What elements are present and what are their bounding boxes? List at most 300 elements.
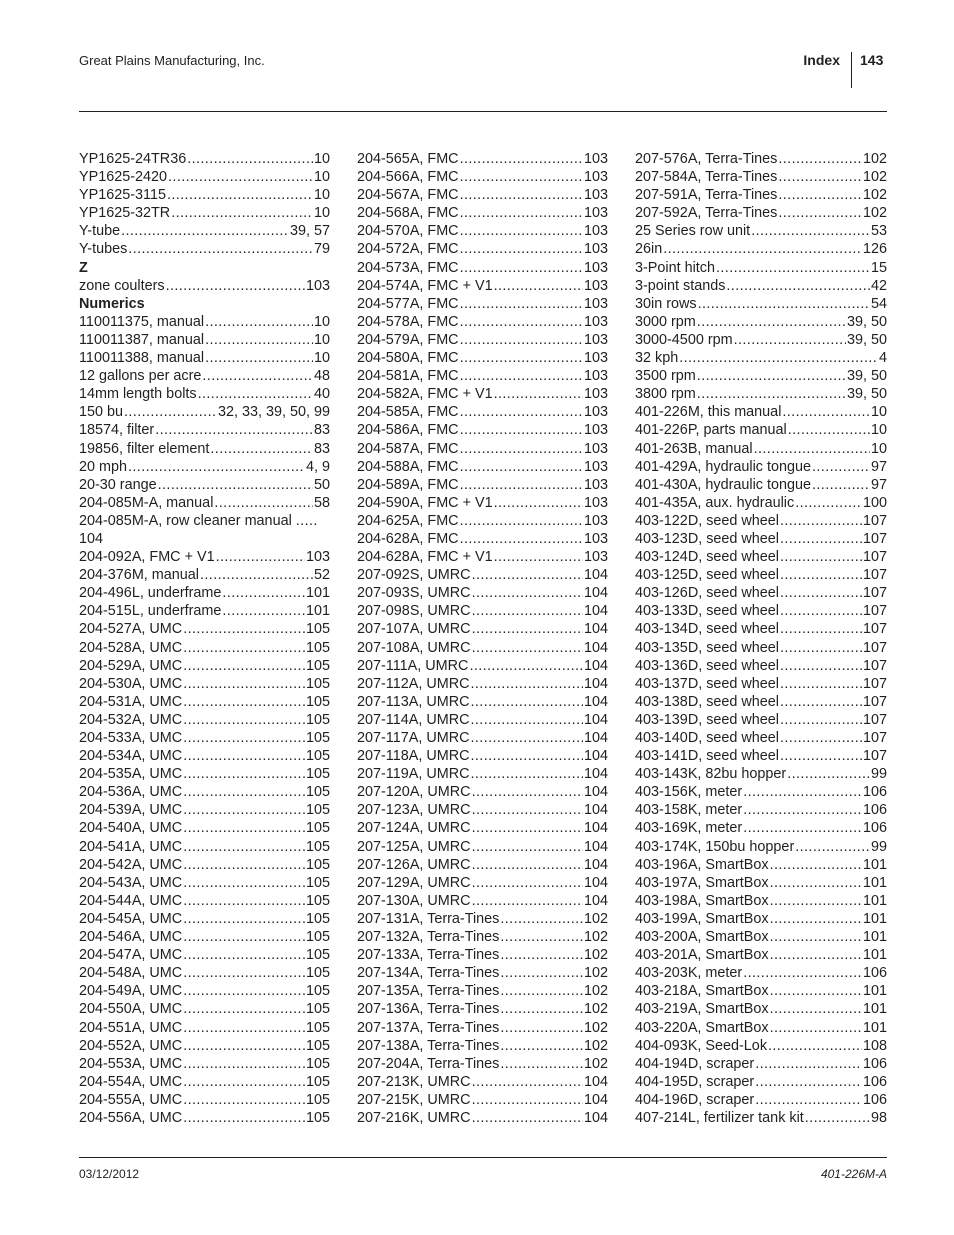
index-entry-page: 15 xyxy=(870,259,887,276)
dot-leader xyxy=(500,910,583,928)
index-entry-term: 204-545A, UMC xyxy=(79,910,183,927)
index-entry xyxy=(357,801,608,819)
index-entry xyxy=(79,675,330,693)
dot-leader xyxy=(472,892,583,910)
dot-leader xyxy=(770,982,862,1000)
index-entry-term: 204-566A, FMC xyxy=(357,169,459,186)
index-entry-page: 10 xyxy=(313,187,330,204)
index-entry-page: 10 xyxy=(313,331,330,348)
index-entry-page: 107 xyxy=(862,730,887,746)
index-entry xyxy=(79,910,330,928)
index-entry xyxy=(635,783,887,801)
index-entry-term: 207-118A, UMRC xyxy=(357,748,470,765)
index-entry-term: 3-Point hitch xyxy=(635,259,715,276)
dot-leader xyxy=(500,1055,583,1073)
index-entry-page: 42 xyxy=(870,277,887,294)
dot-leader xyxy=(460,222,583,240)
index-entry-page: 104 xyxy=(583,1109,608,1126)
index-entry xyxy=(79,620,330,638)
index-entry xyxy=(357,295,608,313)
dot-leader xyxy=(770,874,862,892)
dot-leader xyxy=(183,1091,305,1109)
index-entry-term: 204-530A, UMC xyxy=(79,675,183,692)
dot-leader xyxy=(726,277,870,295)
dot-leader xyxy=(460,476,583,494)
index-entry-term: 401-226M, this manual xyxy=(635,404,782,421)
index-entry-page: 102 xyxy=(583,983,608,1000)
index-entry-term: 207-137A, Terra-Tines xyxy=(357,1019,500,1036)
index-entry xyxy=(357,874,608,892)
index-entry xyxy=(79,331,330,349)
index-entry-page: 105 xyxy=(305,766,330,783)
section-title: Index xyxy=(803,52,840,68)
index-column-2 xyxy=(357,150,608,1127)
index-entry-term: 204-535A, UMC xyxy=(79,766,183,783)
index-entry-page: 103 xyxy=(583,440,608,457)
dot-leader xyxy=(743,783,862,801)
index-entry-term: 207-108A, UMRC xyxy=(357,639,471,656)
index-entry-page: 107 xyxy=(862,567,887,584)
index-entry-term: 204-550A, UMC xyxy=(79,1001,183,1018)
footer-rule xyxy=(79,1157,887,1158)
index-entry-term: 403-133D, seed wheel xyxy=(635,603,780,620)
dot-leader xyxy=(770,1019,862,1037)
index-entry xyxy=(357,819,608,837)
dot-leader xyxy=(124,403,217,421)
index-entry-page: 104 xyxy=(79,530,104,547)
index-entry xyxy=(79,385,330,403)
index-entry xyxy=(357,530,608,548)
index-entry-page: 102 xyxy=(862,169,887,186)
index-entry-term: 207-114A, UMRC xyxy=(357,711,470,728)
dot-leader xyxy=(202,367,313,385)
index-entry xyxy=(79,819,330,837)
index-entry-page: 105 xyxy=(305,784,330,801)
index-entry-page: 103 xyxy=(305,277,330,294)
index-entry xyxy=(357,856,608,874)
index-entry-page: 101 xyxy=(305,603,330,620)
index-entry-term: 403-220A, SmartBox xyxy=(635,1019,769,1036)
index-entry xyxy=(357,440,608,458)
dot-leader xyxy=(460,458,583,476)
index-entry-term: 204-628A, FMC + V1 xyxy=(357,549,493,566)
index-entry-term: 3000 rpm xyxy=(635,313,696,330)
index-entry xyxy=(357,910,608,928)
dot-leader xyxy=(780,639,862,657)
index-entry-page: 39, 50 xyxy=(846,368,887,385)
index-entry-term: 403-201A, SmartBox xyxy=(635,947,769,964)
dot-leader xyxy=(183,729,305,747)
index-entry-term: 403-141D, seed wheel xyxy=(635,748,780,765)
index-entry xyxy=(79,982,330,1000)
index-entry xyxy=(79,1073,330,1091)
dot-leader xyxy=(472,639,583,657)
index-entry-term: 207-107A, UMRC xyxy=(357,621,471,638)
index-entry xyxy=(357,765,608,783)
index-entry-term: 207-136A, Terra-Tines xyxy=(357,1001,500,1018)
index-entry-page: 10 xyxy=(870,404,887,421)
index-entry xyxy=(79,783,330,801)
index-entry-term: 403-200A, SmartBox xyxy=(635,929,769,946)
index-entry-term: 403-198A, SmartBox xyxy=(635,892,769,909)
index-entry xyxy=(635,1019,887,1037)
index-entry-page: 104 xyxy=(583,693,608,710)
index-entry xyxy=(357,982,608,1000)
index-entry-page: 101 xyxy=(862,874,887,891)
index-entry-term: 204-579A, FMC xyxy=(357,331,459,348)
index-entry-page: 103 xyxy=(583,169,608,186)
index-entry-page: 104 xyxy=(583,657,608,674)
index-entry-page: 105 xyxy=(305,657,330,674)
index-entry-term: 204-581A, FMC xyxy=(357,368,459,385)
index-entry-term: 403-122D, seed wheel xyxy=(635,512,780,529)
index-entry-term: 403-203K, meter xyxy=(635,965,743,982)
dot-leader xyxy=(183,1000,305,1018)
dot-leader xyxy=(183,783,305,801)
dot-leader xyxy=(780,548,862,566)
dot-leader xyxy=(787,765,870,783)
index-entry-page: 104 xyxy=(583,892,608,909)
index-entry xyxy=(357,512,608,530)
index-entry-term: 204-556A, UMC xyxy=(79,1109,183,1126)
index-entry xyxy=(635,964,887,982)
index-entry-term: 204-376M, manual xyxy=(79,567,199,584)
index-entry-term: 207-130A, UMRC xyxy=(357,892,471,909)
index-entry xyxy=(79,1109,330,1127)
index-entry-term: YP1625-3115 xyxy=(79,187,166,204)
index-entry xyxy=(635,222,887,240)
dot-leader xyxy=(128,458,305,476)
index-entry-term: 204-625A, FMC xyxy=(357,512,459,529)
index-entry-term: 204-533A, UMC xyxy=(79,730,183,746)
header-divider xyxy=(851,52,852,88)
dot-leader xyxy=(788,421,870,439)
dot-leader xyxy=(171,204,313,222)
index-entry-term: 204-541A, UMC xyxy=(79,838,183,855)
index-entry xyxy=(635,385,887,403)
index-entry-page: 103 xyxy=(583,205,608,222)
index-entry xyxy=(635,1091,887,1109)
dot-leader xyxy=(500,1037,583,1055)
dot-leader xyxy=(460,240,583,258)
index-entry xyxy=(79,892,330,910)
index-entry xyxy=(635,874,887,892)
index-entry-page: 105 xyxy=(305,802,330,819)
index-entry-term: 204-577A, FMC xyxy=(357,295,459,312)
index-entry-term: 204-542A, UMC xyxy=(79,856,183,873)
index-entry-page: 39, 50 xyxy=(846,386,887,403)
index-entry xyxy=(635,801,887,819)
index-entry-term: 403-138D, seed wheel xyxy=(635,693,780,710)
index-entry xyxy=(79,313,330,331)
index-entry-term: Y-tube xyxy=(79,223,121,240)
index-entry-term: 401-226P, parts manual xyxy=(635,422,787,439)
index-entry-term: 207-098S, UMRC xyxy=(357,603,471,620)
index-entry xyxy=(79,747,330,765)
index-entry-term: 204-527A, UMC xyxy=(79,621,183,638)
index-entry-term: 204-586A, FMC xyxy=(357,422,459,439)
index-entry xyxy=(635,530,887,548)
dot-leader xyxy=(460,168,583,186)
dot-leader xyxy=(778,150,862,168)
index-entry xyxy=(357,783,608,801)
index-entry xyxy=(357,494,608,512)
index-entry-page: 107 xyxy=(862,512,887,529)
index-entry xyxy=(635,856,887,874)
index-entry-term: 207-215K, UMRC xyxy=(357,1091,471,1108)
dot-leader xyxy=(128,240,313,258)
dot-leader xyxy=(472,620,583,638)
index-entry-term: 204-552A, UMC xyxy=(79,1037,183,1054)
index-entry-term: 403-134D, seed wheel xyxy=(635,621,780,638)
index-entry-page: 104 xyxy=(583,621,608,638)
index-entry-term: 204-536A, UMC xyxy=(79,784,183,801)
index-entry xyxy=(357,711,608,729)
index-entry-page: 103 xyxy=(583,350,608,367)
index-entry-term: 207-113A, UMRC xyxy=(357,693,470,710)
index-entry-page: 105 xyxy=(305,730,330,746)
index-entry xyxy=(357,639,608,657)
index-entry-page: 105 xyxy=(305,621,330,638)
index-entry-term: 3000-4500 rpm xyxy=(635,331,733,348)
dot-leader xyxy=(460,349,583,367)
index-entry xyxy=(79,566,330,584)
index-entry xyxy=(357,421,608,439)
index-entry-page: 97 xyxy=(870,476,887,493)
index-entry xyxy=(635,1109,887,1127)
index-entry-term: 403-156K, meter xyxy=(635,784,743,801)
index-entry xyxy=(79,1000,330,1018)
index-letter-heading: Numerics xyxy=(79,295,145,312)
index-entry-page: 99 xyxy=(870,766,887,783)
index-entry-page: 103 xyxy=(583,295,608,312)
dot-leader xyxy=(780,602,862,620)
index-entry-term: 403-219A, SmartBox xyxy=(635,1001,769,1018)
dot-leader xyxy=(183,711,305,729)
index-entry xyxy=(79,946,330,964)
dot-leader xyxy=(780,512,862,530)
index-entry-term: 207-592A, Terra-Tines xyxy=(635,205,778,222)
dot-leader xyxy=(183,801,305,819)
dot-leader xyxy=(755,1055,862,1073)
dot-leader xyxy=(698,295,870,313)
index-entry-page: 107 xyxy=(862,693,887,710)
dot-leader xyxy=(770,892,862,910)
index-entry-term: 207-131A, Terra-Tines xyxy=(357,910,500,927)
index-entry-page: 10 xyxy=(313,205,330,222)
index-entry-page: 103 xyxy=(583,422,608,439)
index-entry xyxy=(357,403,608,421)
dot-leader xyxy=(460,150,583,168)
dot-leader xyxy=(472,584,583,602)
index-entry-term: 403-158K, meter xyxy=(635,802,743,819)
dot-leader xyxy=(472,1073,583,1091)
index-entry xyxy=(635,331,887,349)
index-entry-page: 104 xyxy=(583,711,608,728)
index-entry-term: 403-197A, SmartBox xyxy=(635,874,769,891)
index-entry-page: 104 xyxy=(583,784,608,801)
index-entry-term: 204-548A, UMC xyxy=(79,965,183,982)
index-entry-page: 103 xyxy=(583,259,608,276)
dot-leader xyxy=(168,168,313,186)
index-entry-page: 10 xyxy=(313,169,330,186)
dot-leader xyxy=(472,566,583,584)
index-entry-page: 83 xyxy=(313,440,330,457)
dot-leader xyxy=(663,240,862,258)
index-entry xyxy=(79,548,330,566)
index-entry-page: 104 xyxy=(583,585,608,602)
index-entry-page: 102 xyxy=(583,1055,608,1072)
index-entry-page: 39, 50 xyxy=(846,331,887,348)
index-entry-page: 107 xyxy=(862,748,887,765)
dot-leader xyxy=(494,277,583,295)
index-entry-term: 207-117A, UMRC xyxy=(357,730,470,746)
index-entry-term: 204-085M-A, manual xyxy=(79,494,214,511)
index-entry-page: 39, 50 xyxy=(846,313,887,330)
index-entry-page: 101 xyxy=(862,1019,887,1036)
index-entry-term: 110011387, manual xyxy=(79,331,205,348)
dot-leader xyxy=(795,494,862,512)
index-entry-page: 83 xyxy=(313,422,330,439)
index-entry xyxy=(357,349,608,367)
index-entry-term: 207-120A, UMRC xyxy=(357,784,471,801)
index-entry-page: 105 xyxy=(305,639,330,656)
index-entry-page: 107 xyxy=(862,621,887,638)
index-entry-term: 204-574A, FMC + V1 xyxy=(357,277,493,294)
index-entry-page: 104 xyxy=(583,567,608,584)
dot-leader xyxy=(183,874,305,892)
index-entry-page: 105 xyxy=(305,820,330,837)
index-entry-page: 102 xyxy=(583,947,608,964)
index-entry-page: 50 xyxy=(313,476,330,493)
dot-leader xyxy=(812,476,870,494)
index-entry-term: YP1625-24TR36 xyxy=(79,151,187,167)
index-entry xyxy=(79,602,330,620)
index-entry-term: 204-565A, FMC xyxy=(357,151,459,167)
index-entry-page: 10 xyxy=(313,313,330,330)
index-entry-term: 204-544A, UMC xyxy=(79,892,183,909)
index-entry xyxy=(357,150,608,168)
index-entry-term: 14mm length bolts xyxy=(79,386,197,403)
dot-leader xyxy=(778,204,862,222)
index-entry-page: 103 xyxy=(583,530,608,547)
index-entry-page: 103 xyxy=(583,476,608,493)
index-entry xyxy=(635,729,887,747)
index-entry-term: 25 Series row unit xyxy=(635,223,751,240)
index-entry-term: zone coulters xyxy=(79,277,165,294)
index-entry-term: 207-133A, Terra-Tines xyxy=(357,947,500,964)
dot-leader xyxy=(460,440,583,458)
index-entry-page: 101 xyxy=(862,947,887,964)
index-entry-page: 101 xyxy=(862,929,887,946)
index-entry-term: 207-093S, UMRC xyxy=(357,585,471,602)
dot-leader xyxy=(460,259,583,277)
index-entry-page: 105 xyxy=(305,947,330,964)
index-entry-page: 102 xyxy=(583,1019,608,1036)
index-entry xyxy=(635,946,887,964)
index-entry xyxy=(635,928,887,946)
index-entry-page: 54 xyxy=(870,295,887,312)
index-entry-page: 100 xyxy=(862,494,887,511)
index-entry-page: 103 xyxy=(583,277,608,294)
index-entry-term: 204-539A, UMC xyxy=(79,802,183,819)
index-entry xyxy=(357,240,608,258)
index-entry-term: 403-140D, seed wheel xyxy=(635,730,780,746)
dot-leader xyxy=(460,512,583,530)
index-entry xyxy=(357,277,608,295)
index-entry xyxy=(635,476,887,494)
index-entry-page: 104 xyxy=(583,730,608,746)
index-entry-page: 102 xyxy=(583,1037,608,1054)
index-entry xyxy=(635,1073,887,1091)
index-entry-page: 107 xyxy=(862,675,887,692)
index-entry-term: 207-216K, UMRC xyxy=(357,1109,471,1126)
index-entry-term: 403-139D, seed wheel xyxy=(635,711,780,728)
dot-leader xyxy=(716,259,870,277)
index-entry xyxy=(357,367,608,385)
index-entry xyxy=(357,693,608,711)
dot-leader xyxy=(471,675,583,693)
index-entry-term: 204-085M-A, row cleaner manual xyxy=(79,512,292,529)
dot-leader xyxy=(743,819,862,837)
index-entry-page: 104 xyxy=(583,748,608,765)
index-entry-page: 101 xyxy=(862,910,887,927)
index-entry xyxy=(357,458,608,476)
index-entry-page: 103 xyxy=(305,549,330,566)
index-entry xyxy=(635,277,887,295)
index-entry-term: 207-213K, UMRC xyxy=(357,1073,471,1090)
index-entry-term: 204-567A, FMC xyxy=(357,187,459,204)
dot-leader xyxy=(778,186,862,204)
dot-leader xyxy=(780,620,862,638)
index-entry-term: 404-196D, scraper xyxy=(635,1091,755,1108)
index-entry-term: 204-588A, FMC xyxy=(357,458,459,475)
index-entry-term: 207-132A, Terra-Tines xyxy=(357,929,500,946)
dot-leader xyxy=(460,186,583,204)
index-entry xyxy=(357,476,608,494)
dot-leader xyxy=(460,367,583,385)
index-entry-page: 79 xyxy=(313,241,330,258)
index-entry-term: 204-572A, FMC xyxy=(357,241,459,258)
dot-leader xyxy=(460,313,583,331)
dot-leader xyxy=(205,313,313,331)
dot-leader xyxy=(780,584,862,602)
index-entry xyxy=(79,584,330,602)
footer-doc-id: 401-226M-A xyxy=(820,1167,887,1181)
index-entry xyxy=(357,1091,608,1109)
index-entry-page: 106 xyxy=(862,784,887,801)
index-entry-page: 107 xyxy=(862,639,887,656)
index-entry-term: 207-111A, UMRC xyxy=(357,657,469,674)
index-entry xyxy=(79,512,330,548)
index-entry xyxy=(79,1019,330,1037)
index-entry xyxy=(357,747,608,765)
index-entry-page: 103 xyxy=(583,386,608,403)
index-entry xyxy=(357,620,608,638)
index-column-3 xyxy=(635,150,887,1127)
index-entry xyxy=(79,765,330,783)
index-entry-term: 3500 rpm xyxy=(635,368,696,385)
index-entry xyxy=(79,150,330,168)
index-entry-page: 105 xyxy=(305,892,330,909)
index-entry-page: 107 xyxy=(862,603,887,620)
index-entry-page: 10 xyxy=(313,350,330,367)
index-entry-page: 99 xyxy=(870,838,887,855)
index-entry xyxy=(79,458,330,476)
page-number: 143 xyxy=(860,52,884,68)
index-entry xyxy=(357,1037,608,1055)
index-entry-page: 101 xyxy=(862,892,887,909)
